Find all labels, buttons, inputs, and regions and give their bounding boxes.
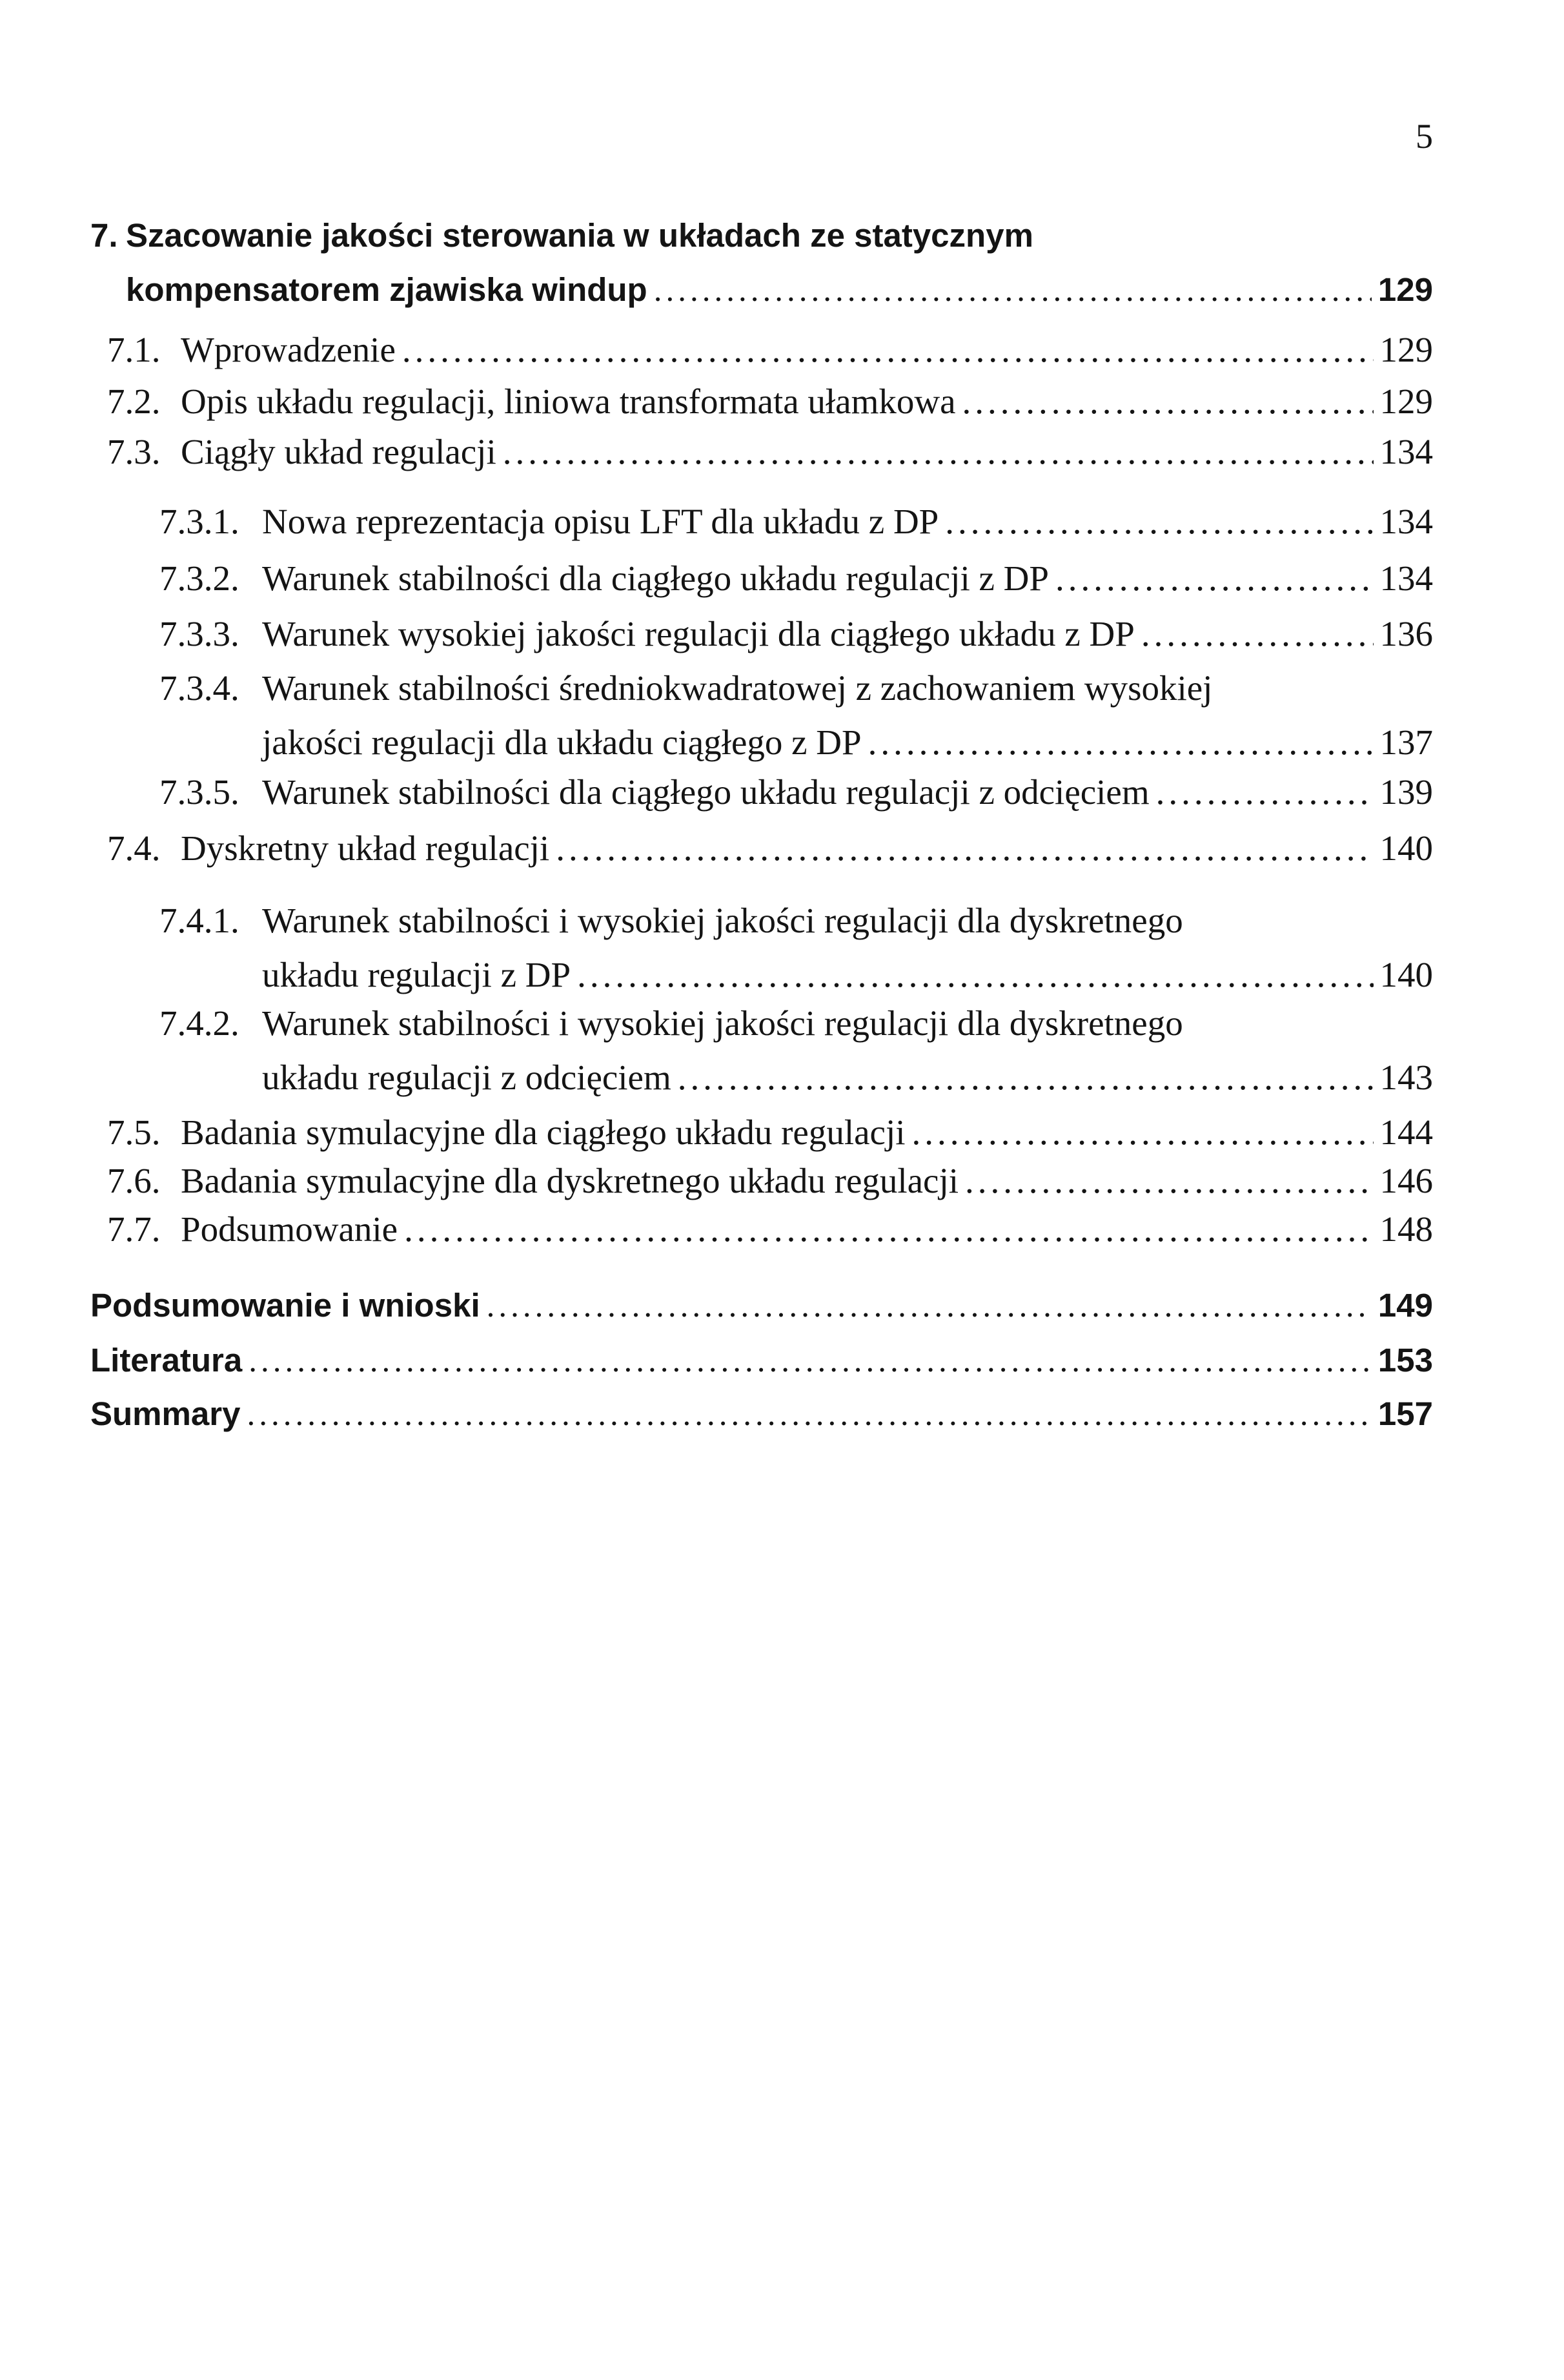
toc-subsection-title-line2: jakości regulacji dla układu ciągłego z DP — [262, 723, 862, 762]
toc-page-ref: 137 — [1379, 723, 1433, 762]
toc-chapter-7[interactable] — [90, 209, 1433, 318]
toc-page-ref: 139 — [1379, 772, 1433, 812]
toc-chapter-number: 7. — [90, 217, 118, 254]
toc-page-ref: 136 — [1379, 614, 1433, 653]
toc-subsection-7-3-2[interactable] — [159, 551, 1433, 606]
toc-section-title: Badania symulacyjne dla ciągłego układu regulacji — [181, 1113, 906, 1152]
toc-subsection-title-line1: Warunek stabilności średniokwadratowej z zachowaniem wysokiej — [262, 668, 1213, 708]
toc-subsection-number: 7.4.1. — [159, 901, 239, 940]
leader-dots — [577, 948, 1373, 1002]
toc-subsection-title: Nowa reprezentacja opisu LFT dla układu z DP — [262, 502, 939, 541]
toc-subsection-7-3-3[interactable] — [159, 607, 1433, 661]
toc-page-ref: 148 — [1379, 1209, 1433, 1249]
toc-section-7-2[interactable] — [107, 374, 1433, 429]
toc-subsection-7-4-2[interactable] — [159, 996, 1433, 1105]
leader-dots — [945, 495, 1373, 549]
toc-section-7-1[interactable] — [107, 323, 1433, 377]
toc-page-ref: 129 — [1379, 330, 1433, 369]
toc-page-ref: 144 — [1379, 1113, 1433, 1152]
leader-dots — [868, 715, 1374, 770]
leader-dots — [404, 1202, 1373, 1257]
toc-section-number: 7.7. — [107, 1209, 161, 1249]
toc-page-ref: 140 — [1379, 828, 1433, 868]
toc-section-title: Opis układu regulacji, liniowa transformata ułamkowa — [181, 382, 956, 421]
toc-subsection-title: Warunek stabilności dla ciągłego układu regulacji z odcięciem — [262, 772, 1150, 812]
leader-dots — [912, 1105, 1374, 1160]
toc-subsection-7-3-4[interactable] — [159, 661, 1433, 770]
toc-page-ref: 129 — [1379, 382, 1433, 421]
toc-page-ref: 146 — [1379, 1161, 1433, 1200]
toc-section-number: 7.5. — [107, 1113, 161, 1152]
toc-subsection-title: Warunek wysokiej jakości regulacji dla ciągłego układu z DP — [262, 614, 1135, 653]
toc-section-title: Dyskretny układ regulacji — [181, 828, 550, 868]
toc-page-ref: 153 — [1377, 1342, 1433, 1379]
leader-dots — [249, 1334, 1372, 1388]
toc-page-ref: 134 — [1379, 559, 1433, 598]
toc-section-7-5[interactable] — [107, 1105, 1433, 1160]
toc-section-number: 7.4. — [107, 828, 161, 868]
page-number: 5 — [1416, 117, 1433, 156]
toc-section-title: Ciągły układ regulacji — [181, 432, 496, 471]
toc-subsection-7-3-5[interactable] — [159, 765, 1433, 819]
leader-dots — [402, 323, 1374, 377]
toc-chapter-title-line1: Szacowanie jakości sterowania w układach ze statycznym — [126, 217, 1033, 254]
toc-subsection-number: 7.4.2. — [159, 1003, 239, 1043]
toc-page-ref: 134 — [1379, 502, 1433, 541]
leader-dots — [1156, 765, 1374, 819]
toc-subsection-title: Warunek stabilności dla ciągłego układu regulacji z DP — [262, 559, 1049, 598]
toc-back-title: Literatura — [90, 1342, 243, 1379]
leader-dots — [1141, 607, 1374, 661]
toc-subsection-number: 7.3.2. — [159, 559, 239, 598]
leader-dots — [556, 821, 1373, 876]
toc-section-title: Podsumowanie — [181, 1209, 398, 1249]
leader-dots — [962, 374, 1374, 429]
toc-subsection-7-4-1[interactable] — [159, 894, 1433, 1002]
toc-section-title: Badania symulacyjne dla dyskretnego układu regulacji — [181, 1161, 959, 1200]
leader-dots — [503, 425, 1374, 479]
leader-dots — [654, 263, 1372, 318]
toc-section-number: 7.1. — [107, 330, 161, 369]
toc-section-number: 7.6. — [107, 1161, 161, 1200]
toc-section-number: 7.3. — [107, 432, 161, 471]
toc-section-7-7[interactable] — [107, 1202, 1433, 1257]
toc-subsection-title-line1: Warunek stabilności i wysokiej jakości regulacji dla dyskretnego — [262, 1003, 1183, 1043]
toc-page-ref: 143 — [1379, 1058, 1433, 1097]
toc-subsection-number: 7.3.5. — [159, 772, 239, 812]
toc-page-ref: 129 — [1377, 271, 1433, 308]
leader-dots — [678, 1051, 1374, 1105]
toc-conclusions[interactable] — [90, 1278, 1433, 1333]
leader-dots — [487, 1279, 1372, 1333]
toc-subsection-number: 7.3.3. — [159, 614, 239, 653]
toc-section-number: 7.2. — [107, 382, 161, 421]
toc-section-7-4[interactable] — [107, 821, 1433, 876]
leader-dots — [1055, 551, 1374, 606]
toc-back-title: Summary — [90, 1395, 241, 1432]
toc-page-ref: 140 — [1379, 955, 1433, 994]
toc-page-ref: 157 — [1377, 1395, 1433, 1432]
toc-subsection-number: 7.3.1. — [159, 502, 239, 541]
toc-subsection-title-line2: układu regulacji z DP — [262, 955, 571, 994]
toc-section-7-6[interactable] — [107, 1154, 1433, 1208]
leader-dots — [247, 1388, 1371, 1442]
toc-page-ref: 134 — [1379, 432, 1433, 471]
toc-back-title: Podsumowanie i wnioski — [90, 1287, 480, 1324]
toc-subsection-title-line1: Warunek stabilności i wysokiej jakości regulacji dla dyskretnego — [262, 901, 1183, 940]
toc-subsection-7-3-1[interactable] — [159, 495, 1433, 549]
toc-subsection-title-line2: układu regulacji z odcięciem — [262, 1058, 671, 1097]
toc-section-title: Wprowadzenie — [181, 330, 396, 369]
leader-dots — [965, 1154, 1373, 1208]
toc-page-ref: 149 — [1377, 1287, 1433, 1324]
toc-section-7-3[interactable] — [107, 425, 1433, 479]
toc-summary[interactable] — [90, 1387, 1433, 1441]
toc-bibliography[interactable] — [90, 1333, 1433, 1388]
toc-subsection-number: 7.3.4. — [159, 668, 239, 708]
toc-chapter-title-line2: kompensatorem zjawiska windup — [126, 271, 647, 308]
